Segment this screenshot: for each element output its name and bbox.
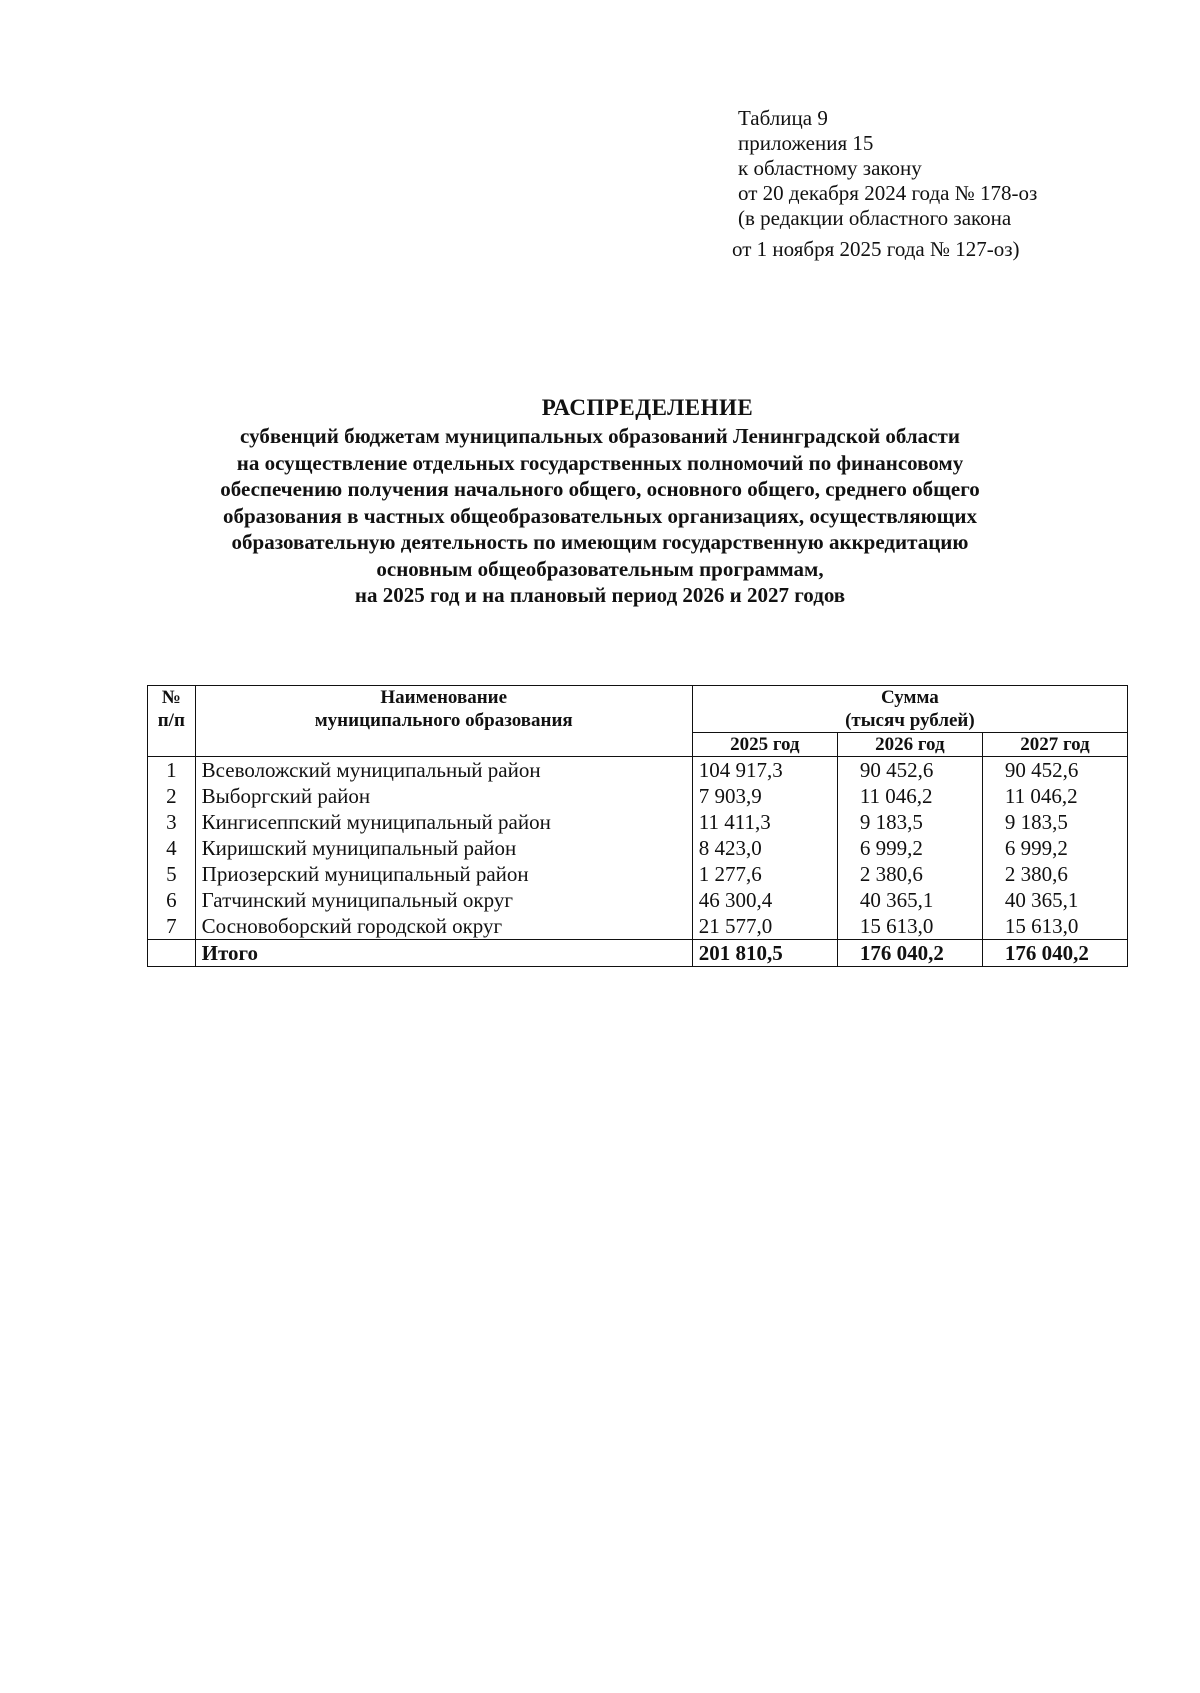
row-value-2025: 1 277,6 bbox=[692, 861, 837, 887]
document-title bbox=[0, 393, 1200, 609]
row-value-2027: 90 452,6 bbox=[982, 757, 1127, 784]
header-line: (в редакции областного закона bbox=[738, 206, 1012, 230]
table-row bbox=[148, 887, 1128, 913]
total-row bbox=[148, 940, 1128, 967]
row-number: 3 bbox=[148, 809, 196, 835]
row-number: 1 bbox=[148, 757, 196, 784]
row-number: 5 bbox=[148, 861, 196, 887]
row-value-2026: 2 380,6 bbox=[837, 861, 982, 887]
title-line: на осуществление отдельных государственных полномочий по финансовому bbox=[236, 450, 964, 475]
row-name: Всеволожский муниципальный район bbox=[195, 757, 692, 784]
header-line: от 1 ноября 2025 года № 127-оз) bbox=[732, 237, 1020, 261]
row-name: Приозерский муниципальный район bbox=[195, 861, 692, 887]
header-number-line1: № bbox=[161, 687, 181, 708]
header-line: от 20 декабря 2024 года № 178-оз bbox=[738, 181, 1038, 205]
row-name: Выборгский район bbox=[195, 783, 692, 809]
title-line: на 2025 год и на плановый период 2026 и 2027 годов bbox=[354, 583, 846, 607]
title-line: образовательную деятельность по имеющим государственную аккредитацию bbox=[231, 530, 969, 554]
row-value-2027: 11 046,2 bbox=[982, 783, 1127, 809]
row-value-2025: 21 577,0 bbox=[692, 913, 837, 940]
row-name: Гатчинский муниципальный округ bbox=[195, 887, 692, 913]
table-row bbox=[148, 809, 1128, 835]
total-label: Итого bbox=[195, 940, 692, 967]
total-value-2026: 176 040,2 bbox=[837, 940, 982, 967]
row-value-2025: 11 411,3 bbox=[692, 809, 837, 835]
header-name bbox=[195, 686, 692, 757]
header-sum bbox=[692, 686, 1127, 733]
row-value-2026: 90 452,6 bbox=[837, 757, 982, 784]
header-year-2025: 2025 год bbox=[692, 733, 837, 757]
table-row bbox=[148, 757, 1128, 784]
row-value-2027: 2 380,6 bbox=[982, 861, 1127, 887]
row-value-2026: 15 613,0 bbox=[837, 913, 982, 940]
header-line: к областному закону bbox=[738, 156, 922, 180]
header-line: приложения 15 bbox=[738, 131, 874, 155]
title-line: образования в частных общеобразовательных организациях, осуществляющих bbox=[222, 503, 977, 528]
header-sum-line1: Сумма bbox=[881, 687, 939, 708]
header-name-line2: муниципального образования bbox=[314, 710, 573, 731]
total-number-empty bbox=[148, 940, 196, 967]
header-number bbox=[148, 686, 196, 757]
title-line: основным общеобразовательным программам, bbox=[376, 556, 824, 581]
table-row bbox=[148, 783, 1128, 809]
row-number: 6 bbox=[148, 887, 196, 913]
row-value-2026: 9 183,5 bbox=[837, 809, 982, 835]
row-value-2025: 46 300,4 bbox=[692, 887, 837, 913]
table-row bbox=[148, 913, 1128, 940]
header-sum-line2: (тысяч рублей) bbox=[845, 710, 975, 731]
row-name: Сосновоборский городской округ bbox=[195, 913, 692, 940]
total-value-2027: 176 040,2 bbox=[982, 940, 1127, 967]
total-value-2025: 201 810,5 bbox=[692, 940, 837, 967]
row-value-2025: 8 423,0 bbox=[692, 835, 837, 861]
row-number: 7 bbox=[148, 913, 196, 940]
row-number: 4 bbox=[148, 835, 196, 861]
header-line: Таблица 9 bbox=[738, 106, 828, 130]
table-row bbox=[148, 835, 1128, 861]
row-value-2026: 40 365,1 bbox=[837, 887, 982, 913]
row-name: Кингисеппский муниципальный район bbox=[195, 809, 692, 835]
row-value-2027: 15 613,0 bbox=[982, 913, 1127, 940]
distribution-table bbox=[147, 685, 1128, 967]
title-line: обеспечению получения начального общего, основного общего, среднего общего bbox=[220, 477, 980, 501]
row-value-2026: 6 999,2 bbox=[837, 835, 982, 861]
row-value-2027: 40 365,1 bbox=[982, 887, 1127, 913]
document-header bbox=[732, 106, 1038, 262]
row-number: 2 bbox=[148, 783, 196, 809]
header-year-2026: 2026 год bbox=[837, 733, 982, 757]
row-name: Киришский муниципальный район bbox=[195, 835, 692, 861]
row-value-2025: 104 917,3 bbox=[692, 757, 837, 784]
header-number-line2: п/п bbox=[157, 710, 185, 731]
row-value-2027: 6 999,2 bbox=[982, 835, 1127, 861]
title-main: РАСПРЕДЕЛЕНИЕ bbox=[541, 395, 754, 420]
title-line: субвенций бюджетам муниципальных образований Ленинградской области bbox=[240, 424, 960, 448]
table-row bbox=[148, 861, 1128, 887]
header-name-line1: Наименование bbox=[380, 687, 508, 708]
header-year-2027: 2027 год bbox=[982, 733, 1127, 757]
row-value-2027: 9 183,5 bbox=[982, 809, 1127, 835]
row-value-2026: 11 046,2 bbox=[837, 783, 982, 809]
row-value-2025: 7 903,9 bbox=[692, 783, 837, 809]
